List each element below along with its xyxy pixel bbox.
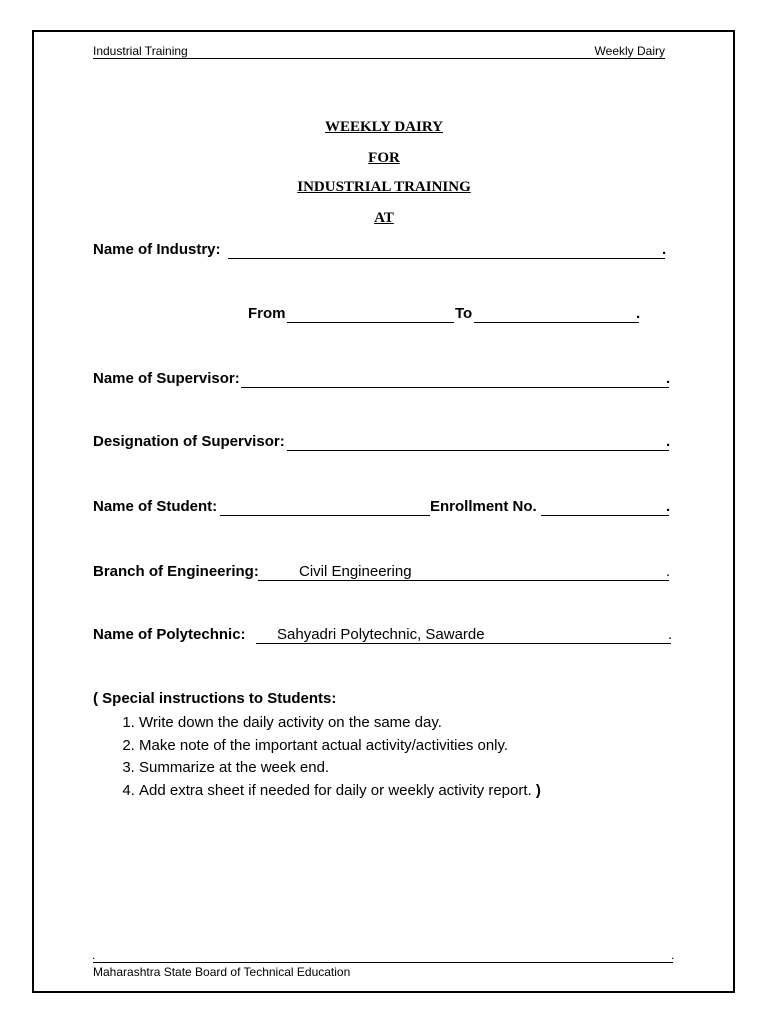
instruction-item: 3. Summarize at the week end.: [139, 757, 699, 780]
footer-rule: [93, 962, 673, 963]
title-for: FOR: [368, 150, 400, 166]
branch-value: Civil Engineering: [299, 563, 412, 580]
footer-dot-right: .: [671, 948, 675, 962]
polytechnic-value: Sahyadri Polytechnic, Sawarde: [277, 626, 485, 643]
supervisor-label: Name of Supervisor:: [93, 370, 240, 387]
enrollment-end-dot: .: [666, 498, 671, 515]
title-industrial-training: INDUSTRIAL TRAINING: [297, 179, 471, 195]
instruction-item: 1. Write down the daily activity on the same day.: [139, 712, 699, 735]
enrollment-label: Enrollment No.: [430, 498, 537, 515]
polytechnic-field[interactable]: [256, 643, 671, 644]
supervisor-field[interactable]: [241, 387, 669, 388]
header-rule: [93, 58, 665, 59]
branch-field[interactable]: [258, 580, 669, 581]
industry-end-dot: .: [662, 241, 667, 258]
enrollment-field[interactable]: [541, 515, 669, 516]
polytechnic-label: Name of Polytechnic:: [93, 626, 246, 643]
student-label: Name of Student:: [93, 498, 218, 515]
from-date-field[interactable]: [287, 322, 454, 323]
instruction-item: 4. Add extra sheet if needed for daily or weekly activity report. ): [139, 780, 699, 803]
from-label: From: [248, 305, 286, 322]
polytechnic-end-dot: .: [668, 626, 673, 643]
instructions-title: ( Special instructions to Students:: [93, 690, 337, 707]
supervisor-end-dot: .: [666, 370, 671, 387]
designation-label: Designation of Supervisor:: [93, 433, 285, 450]
title-at: AT: [374, 210, 394, 226]
title-weekly-dairy: WEEKLY DAIRY: [325, 119, 443, 135]
branch-end-dot: .: [666, 563, 671, 580]
student-name-field[interactable]: [220, 515, 430, 516]
industry-field[interactable]: [228, 258, 665, 259]
designation-field[interactable]: [287, 450, 669, 451]
industry-label: Name of Industry:: [93, 241, 221, 258]
branch-label: Branch of Engineering:: [93, 563, 259, 580]
instruction-item: 2. Make note of the important actual activity/activities only.: [139, 735, 699, 758]
to-end-dot: .: [636, 305, 641, 322]
to-label: To: [455, 305, 473, 322]
header-right-text: Weekly Dairy: [594, 44, 665, 58]
designation-end-dot: .: [666, 433, 671, 450]
instructions-closing-paren: ): [535, 781, 541, 799]
to-date-field[interactable]: [474, 322, 639, 323]
footer-dot-left: .: [92, 948, 96, 962]
instructions-list: [93, 712, 699, 802]
header-left-text: Industrial Training: [93, 44, 188, 58]
footer-text: Maharashtra State Board of Technical Education: [93, 965, 351, 979]
